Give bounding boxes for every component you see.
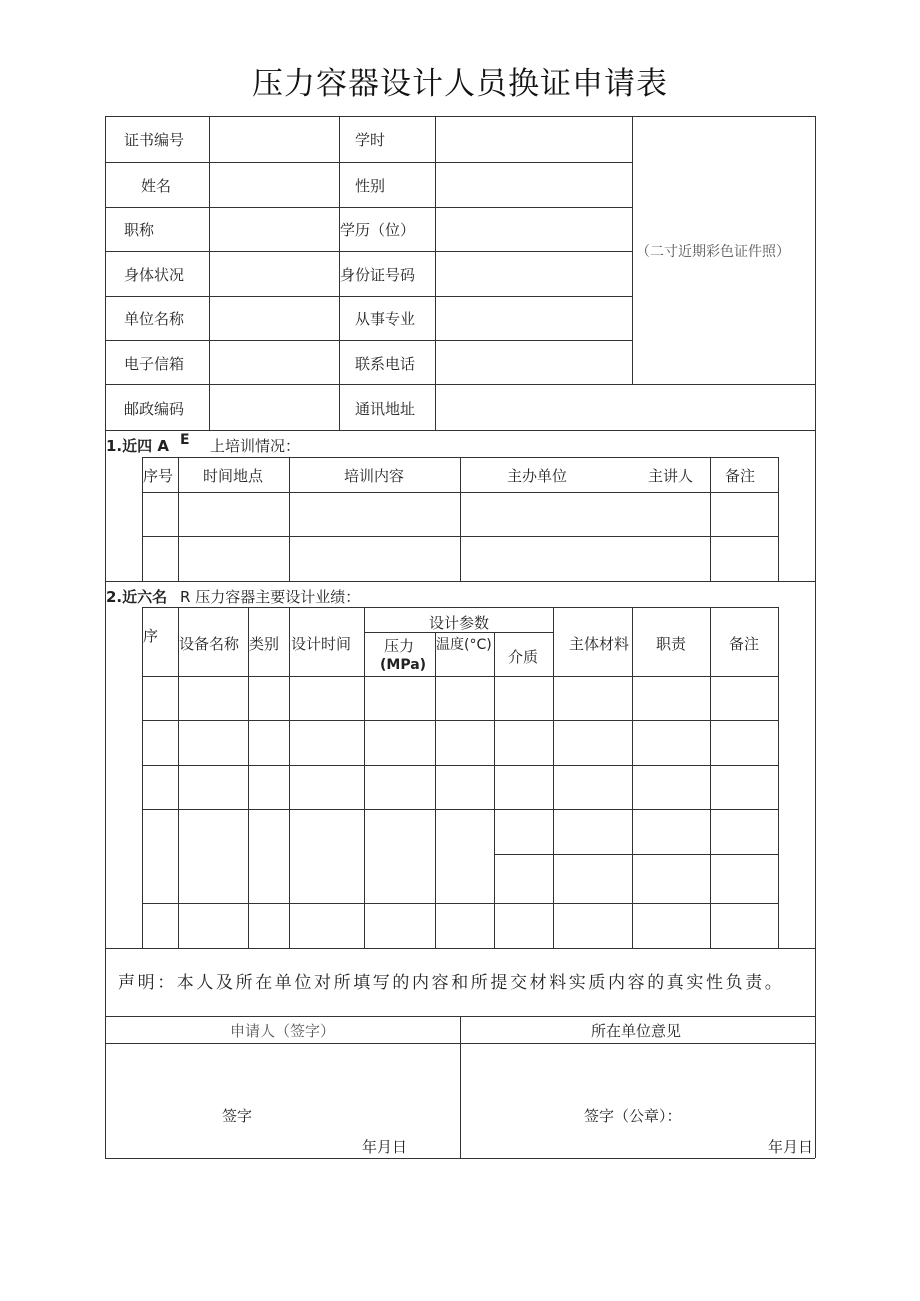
- company-seal-label: 签字（公章）：: [584, 1107, 682, 1125]
- photo-placeholder: （二寸近期彩色证件照）: [636, 244, 790, 260]
- label-specialty: 从事专业: [355, 310, 416, 328]
- label-company: 单位名称: [124, 310, 185, 328]
- perf-col-pressure: 压力: [384, 637, 415, 655]
- performance-heading-b: R 压力容器主要设计业绩：: [180, 588, 361, 606]
- label-id-no: 身份证号码: [340, 266, 416, 284]
- label-email: 电子信箱: [124, 355, 185, 373]
- applicant-sign-label: 签字: [222, 1107, 253, 1125]
- perf-col-pressure-unit: (MPa): [380, 657, 427, 673]
- training-heading-b: E: [180, 432, 190, 448]
- perf-col-remark: 备注: [729, 635, 760, 653]
- applicant-signature-header: 申请人（签字）: [230, 1022, 336, 1040]
- label-study-hours: 学时: [355, 131, 386, 149]
- training-col-time-place: 时间地点: [203, 467, 264, 485]
- perf-col-device-name: 设备名称: [179, 635, 240, 653]
- training-col-content: 培训内容: [344, 467, 405, 485]
- performance-heading-a: 2.近六名: [106, 588, 168, 606]
- training-col-seq: 序号: [143, 467, 174, 485]
- applicant-date: 年月日: [362, 1138, 408, 1156]
- page-title: 压力容器设计人员换证申请表: [252, 66, 668, 102]
- training-heading-a: 1.近四 A: [106, 437, 169, 455]
- perf-col-design-time: 设计时间: [291, 635, 352, 653]
- training-col-remark: 备注: [725, 467, 756, 485]
- label-education: 学历（位）: [340, 221, 416, 239]
- training-col-organizer: 主办单位: [507, 467, 568, 485]
- table-left-border: [105, 116, 106, 1158]
- label-postcode: 邮政编码: [124, 400, 185, 418]
- perf-col-design-params: 设计参数: [429, 614, 490, 632]
- perf-col-duty: 职责: [656, 635, 687, 653]
- label-gender: 性别: [355, 177, 386, 195]
- table-top-border: [105, 116, 815, 117]
- company-opinion-header: 所在单位意见: [591, 1022, 682, 1040]
- perf-col-category: 类别: [249, 635, 280, 653]
- perf-col-temperature: 温度(°C): [436, 637, 492, 653]
- label-cert-no: 证书编号: [124, 131, 185, 149]
- table-bottom-border: [105, 1158, 815, 1159]
- perf-col-medium: 介质: [508, 648, 539, 666]
- company-date: 年月日: [768, 1138, 814, 1156]
- perf-col-seq: 序: [143, 627, 159, 645]
- label-job-title: 职称: [124, 221, 155, 239]
- label-address: 通讯地址: [355, 400, 416, 418]
- declaration-text: 声明：本人及所在单位对所填写的内容和所提交材料实质内容的真实性负责。: [118, 973, 785, 993]
- perf-col-material: 主体材料: [569, 635, 630, 653]
- label-phone: 联系电话: [355, 355, 416, 373]
- training-heading-c: 上培训情况：: [210, 437, 301, 455]
- label-name: 姓名: [141, 177, 172, 195]
- label-health: 身体状况: [124, 266, 185, 284]
- training-col-lecturer: 主讲人: [648, 467, 694, 485]
- table-right-border: [815, 116, 816, 1158]
